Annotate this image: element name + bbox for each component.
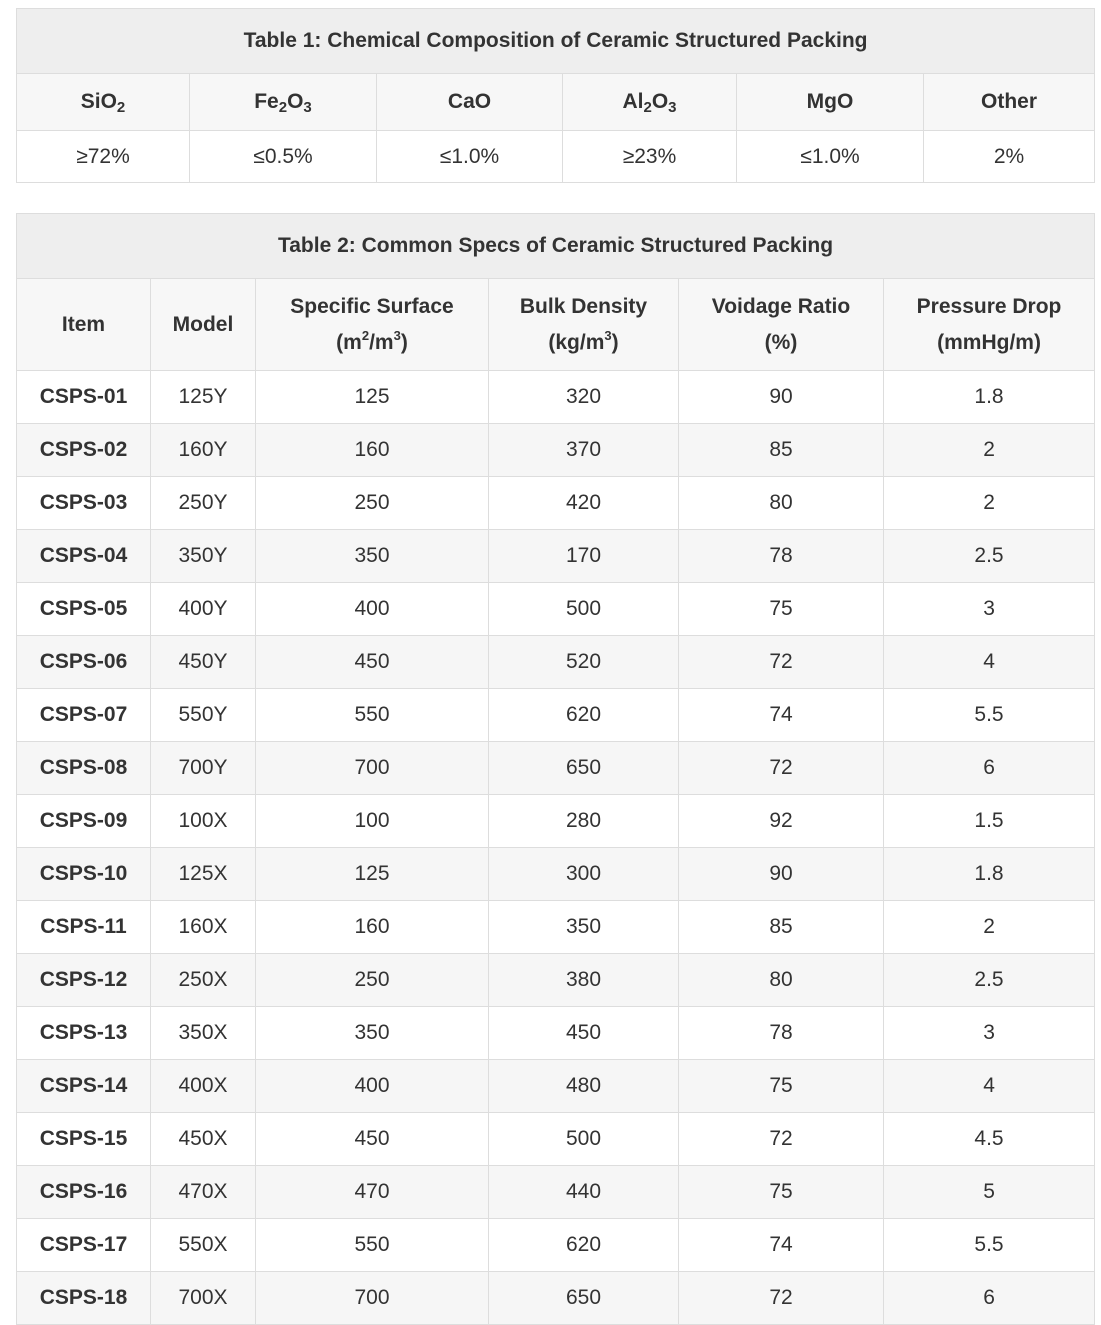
cell-voidage-ratio: 78 [679, 1007, 884, 1060]
cell-model: 450Y [151, 636, 256, 689]
cell-pressure-drop: 1.5 [884, 795, 1095, 848]
cell-model: 125Y [151, 371, 256, 424]
table-row [17, 371, 1095, 424]
cell-bulk-density: 480 [489, 1060, 679, 1113]
cell-specific-surface: 350 [256, 1007, 489, 1060]
header-sio2: SiO$_2$ [17, 74, 190, 131]
cell-specific-surface: 250 [256, 477, 489, 530]
table-row [17, 795, 1095, 848]
cell-bulk-density: 450 [489, 1007, 679, 1060]
cell-voidage-ratio: 75 [679, 583, 884, 636]
cell-model: 250Y [151, 477, 256, 530]
value-sio2: ≥72% [17, 131, 190, 183]
cell-voidage-ratio: 85 [679, 424, 884, 477]
cell-model: 450X [151, 1113, 256, 1166]
header-model: Model [151, 279, 256, 371]
cell-item: CSPS-06 [17, 636, 151, 689]
cell-model: 700Y [151, 742, 256, 795]
cell-pressure-drop: 2 [884, 901, 1095, 954]
cell-specific-surface: 550 [256, 689, 489, 742]
table-row [17, 1166, 1095, 1219]
cell-model: 400Y [151, 583, 256, 636]
cell-model: 250X [151, 954, 256, 1007]
cell-item: CSPS-16 [17, 1166, 151, 1219]
cell-bulk-density: 420 [489, 477, 679, 530]
composition-table [16, 8, 1095, 183]
table-row [17, 530, 1095, 583]
cell-item: CSPS-13 [17, 1007, 151, 1060]
cell-model: 400X [151, 1060, 256, 1113]
cell-bulk-density: 500 [489, 583, 679, 636]
cell-bulk-density: 370 [489, 424, 679, 477]
header-cao: CaO [377, 74, 563, 131]
cell-pressure-drop: 1.8 [884, 848, 1095, 901]
cell-voidage-ratio: 78 [679, 530, 884, 583]
cell-voidage-ratio: 74 [679, 1219, 884, 1272]
cell-specific-surface: 125 [256, 848, 489, 901]
value-cao: ≤1.0% [377, 131, 563, 183]
header-al2o3: $Al_2O_3$ [563, 74, 737, 131]
cell-bulk-density: 520 [489, 636, 679, 689]
cell-item: CSPS-12 [17, 954, 151, 1007]
cell-voidage-ratio: 80 [679, 477, 884, 530]
cell-specific-surface: 160 [256, 901, 489, 954]
cell-specific-surface: 470 [256, 1166, 489, 1219]
cell-pressure-drop: 4 [884, 1060, 1095, 1113]
cell-item: CSPS-01 [17, 371, 151, 424]
cell-bulk-density: 650 [489, 1272, 679, 1325]
cell-voidage-ratio: 72 [679, 636, 884, 689]
cell-specific-surface: 250 [256, 954, 489, 1007]
cell-item: CSPS-09 [17, 795, 151, 848]
cell-voidage-ratio: 85 [679, 901, 884, 954]
cell-item: CSPS-03 [17, 477, 151, 530]
cell-model: 470X [151, 1166, 256, 1219]
header-other: Other [924, 74, 1095, 131]
table1-value-row [17, 131, 1095, 183]
cell-pressure-drop: 6 [884, 1272, 1095, 1325]
cell-model: 550Y [151, 689, 256, 742]
header-fe2o3: $Fe_2O_3$ [190, 74, 377, 131]
cell-specific-surface: 400 [256, 1060, 489, 1113]
cell-pressure-drop: 2.5 [884, 954, 1095, 1007]
table-row [17, 742, 1095, 795]
specs-table-body [17, 371, 1095, 1325]
cell-pressure-drop: 1.8 [884, 371, 1095, 424]
table-row [17, 901, 1095, 954]
cell-specific-surface: 100 [256, 795, 489, 848]
table1-title: Table 1: Chemical Composition of Ceramic Structured Packing [17, 9, 1095, 74]
table1-header-row [17, 74, 1095, 131]
cell-item: CSPS-18 [17, 1272, 151, 1325]
header-voidage-ratio: Voidage Ratio (%) [679, 279, 884, 371]
header-bulk-density: Bulk Density $(kg/m^3)$ [489, 279, 679, 371]
table-row [17, 636, 1095, 689]
cell-voidage-ratio: 74 [679, 689, 884, 742]
cell-specific-surface: 700 [256, 1272, 489, 1325]
header-item: Item [17, 279, 151, 371]
table2-header-row [17, 279, 1095, 371]
cell-pressure-drop: 5.5 [884, 689, 1095, 742]
cell-voidage-ratio: 75 [679, 1166, 884, 1219]
cell-bulk-density: 280 [489, 795, 679, 848]
table-row [17, 477, 1095, 530]
table-row [17, 1113, 1095, 1166]
cell-specific-surface: 160 [256, 424, 489, 477]
cell-bulk-density: 170 [489, 530, 679, 583]
cell-item: CSPS-14 [17, 1060, 151, 1113]
cell-pressure-drop: 2 [884, 424, 1095, 477]
cell-item: CSPS-04 [17, 530, 151, 583]
cell-pressure-drop: 3 [884, 1007, 1095, 1060]
table-row [17, 424, 1095, 477]
header-mgo: MgO [737, 74, 924, 131]
cell-item: CSPS-10 [17, 848, 151, 901]
value-al2o3: ≥23% [563, 131, 737, 183]
cell-model: 100X [151, 795, 256, 848]
cell-voidage-ratio: 90 [679, 371, 884, 424]
table-row [17, 1007, 1095, 1060]
cell-voidage-ratio: 72 [679, 1272, 884, 1325]
cell-bulk-density: 320 [489, 371, 679, 424]
cell-item: CSPS-08 [17, 742, 151, 795]
cell-model: 350Y [151, 530, 256, 583]
cell-model: 350X [151, 1007, 256, 1060]
table2-title: Table 2: Common Specs of Ceramic Structured Packing [17, 214, 1095, 279]
table-row [17, 689, 1095, 742]
cell-item: CSPS-15 [17, 1113, 151, 1166]
cell-specific-surface: 450 [256, 636, 489, 689]
value-fe2o3: ≤0.5% [190, 131, 377, 183]
value-mgo: ≤1.0% [737, 131, 924, 183]
cell-voidage-ratio: 80 [679, 954, 884, 1007]
value-other: 2% [924, 131, 1095, 183]
table-row [17, 848, 1095, 901]
cell-item: CSPS-17 [17, 1219, 151, 1272]
cell-voidage-ratio: 92 [679, 795, 884, 848]
cell-specific-surface: 700 [256, 742, 489, 795]
cell-item: CSPS-11 [17, 901, 151, 954]
cell-model: 125X [151, 848, 256, 901]
cell-bulk-density: 620 [489, 1219, 679, 1272]
cell-model: 550X [151, 1219, 256, 1272]
table-row [17, 583, 1095, 636]
cell-pressure-drop: 4.5 [884, 1113, 1095, 1166]
table-row [17, 1219, 1095, 1272]
table-row [17, 1272, 1095, 1325]
cell-bulk-density: 620 [489, 689, 679, 742]
header-pressure-drop: Pressure Drop (mmHg/m) [884, 279, 1095, 371]
table-row [17, 954, 1095, 1007]
cell-pressure-drop: 2.5 [884, 530, 1095, 583]
cell-bulk-density: 380 [489, 954, 679, 1007]
cell-pressure-drop: 6 [884, 742, 1095, 795]
cell-pressure-drop: 3 [884, 583, 1095, 636]
header-specific-surface: Specific Surface $(m^2/m^3)$ [256, 279, 489, 371]
cell-specific-surface: 125 [256, 371, 489, 424]
cell-bulk-density: 440 [489, 1166, 679, 1219]
cell-specific-surface: 450 [256, 1113, 489, 1166]
cell-specific-surface: 550 [256, 1219, 489, 1272]
table-row [17, 1060, 1095, 1113]
cell-specific-surface: 400 [256, 583, 489, 636]
cell-model: 700X [151, 1272, 256, 1325]
cell-voidage-ratio: 75 [679, 1060, 884, 1113]
cell-pressure-drop: 4 [884, 636, 1095, 689]
cell-item: CSPS-07 [17, 689, 151, 742]
cell-bulk-density: 500 [489, 1113, 679, 1166]
cell-voidage-ratio: 72 [679, 1113, 884, 1166]
cell-item: CSPS-05 [17, 583, 151, 636]
cell-voidage-ratio: 72 [679, 742, 884, 795]
cell-item: CSPS-02 [17, 424, 151, 477]
cell-bulk-density: 300 [489, 848, 679, 901]
cell-specific-surface: 350 [256, 530, 489, 583]
cell-model: 160Y [151, 424, 256, 477]
cell-bulk-density: 650 [489, 742, 679, 795]
cell-bulk-density: 350 [489, 901, 679, 954]
specs-table [16, 213, 1095, 1325]
cell-pressure-drop: 5.5 [884, 1219, 1095, 1272]
cell-pressure-drop: 5 [884, 1166, 1095, 1219]
cell-voidage-ratio: 90 [679, 848, 884, 901]
cell-model: 160X [151, 901, 256, 954]
cell-pressure-drop: 2 [884, 477, 1095, 530]
